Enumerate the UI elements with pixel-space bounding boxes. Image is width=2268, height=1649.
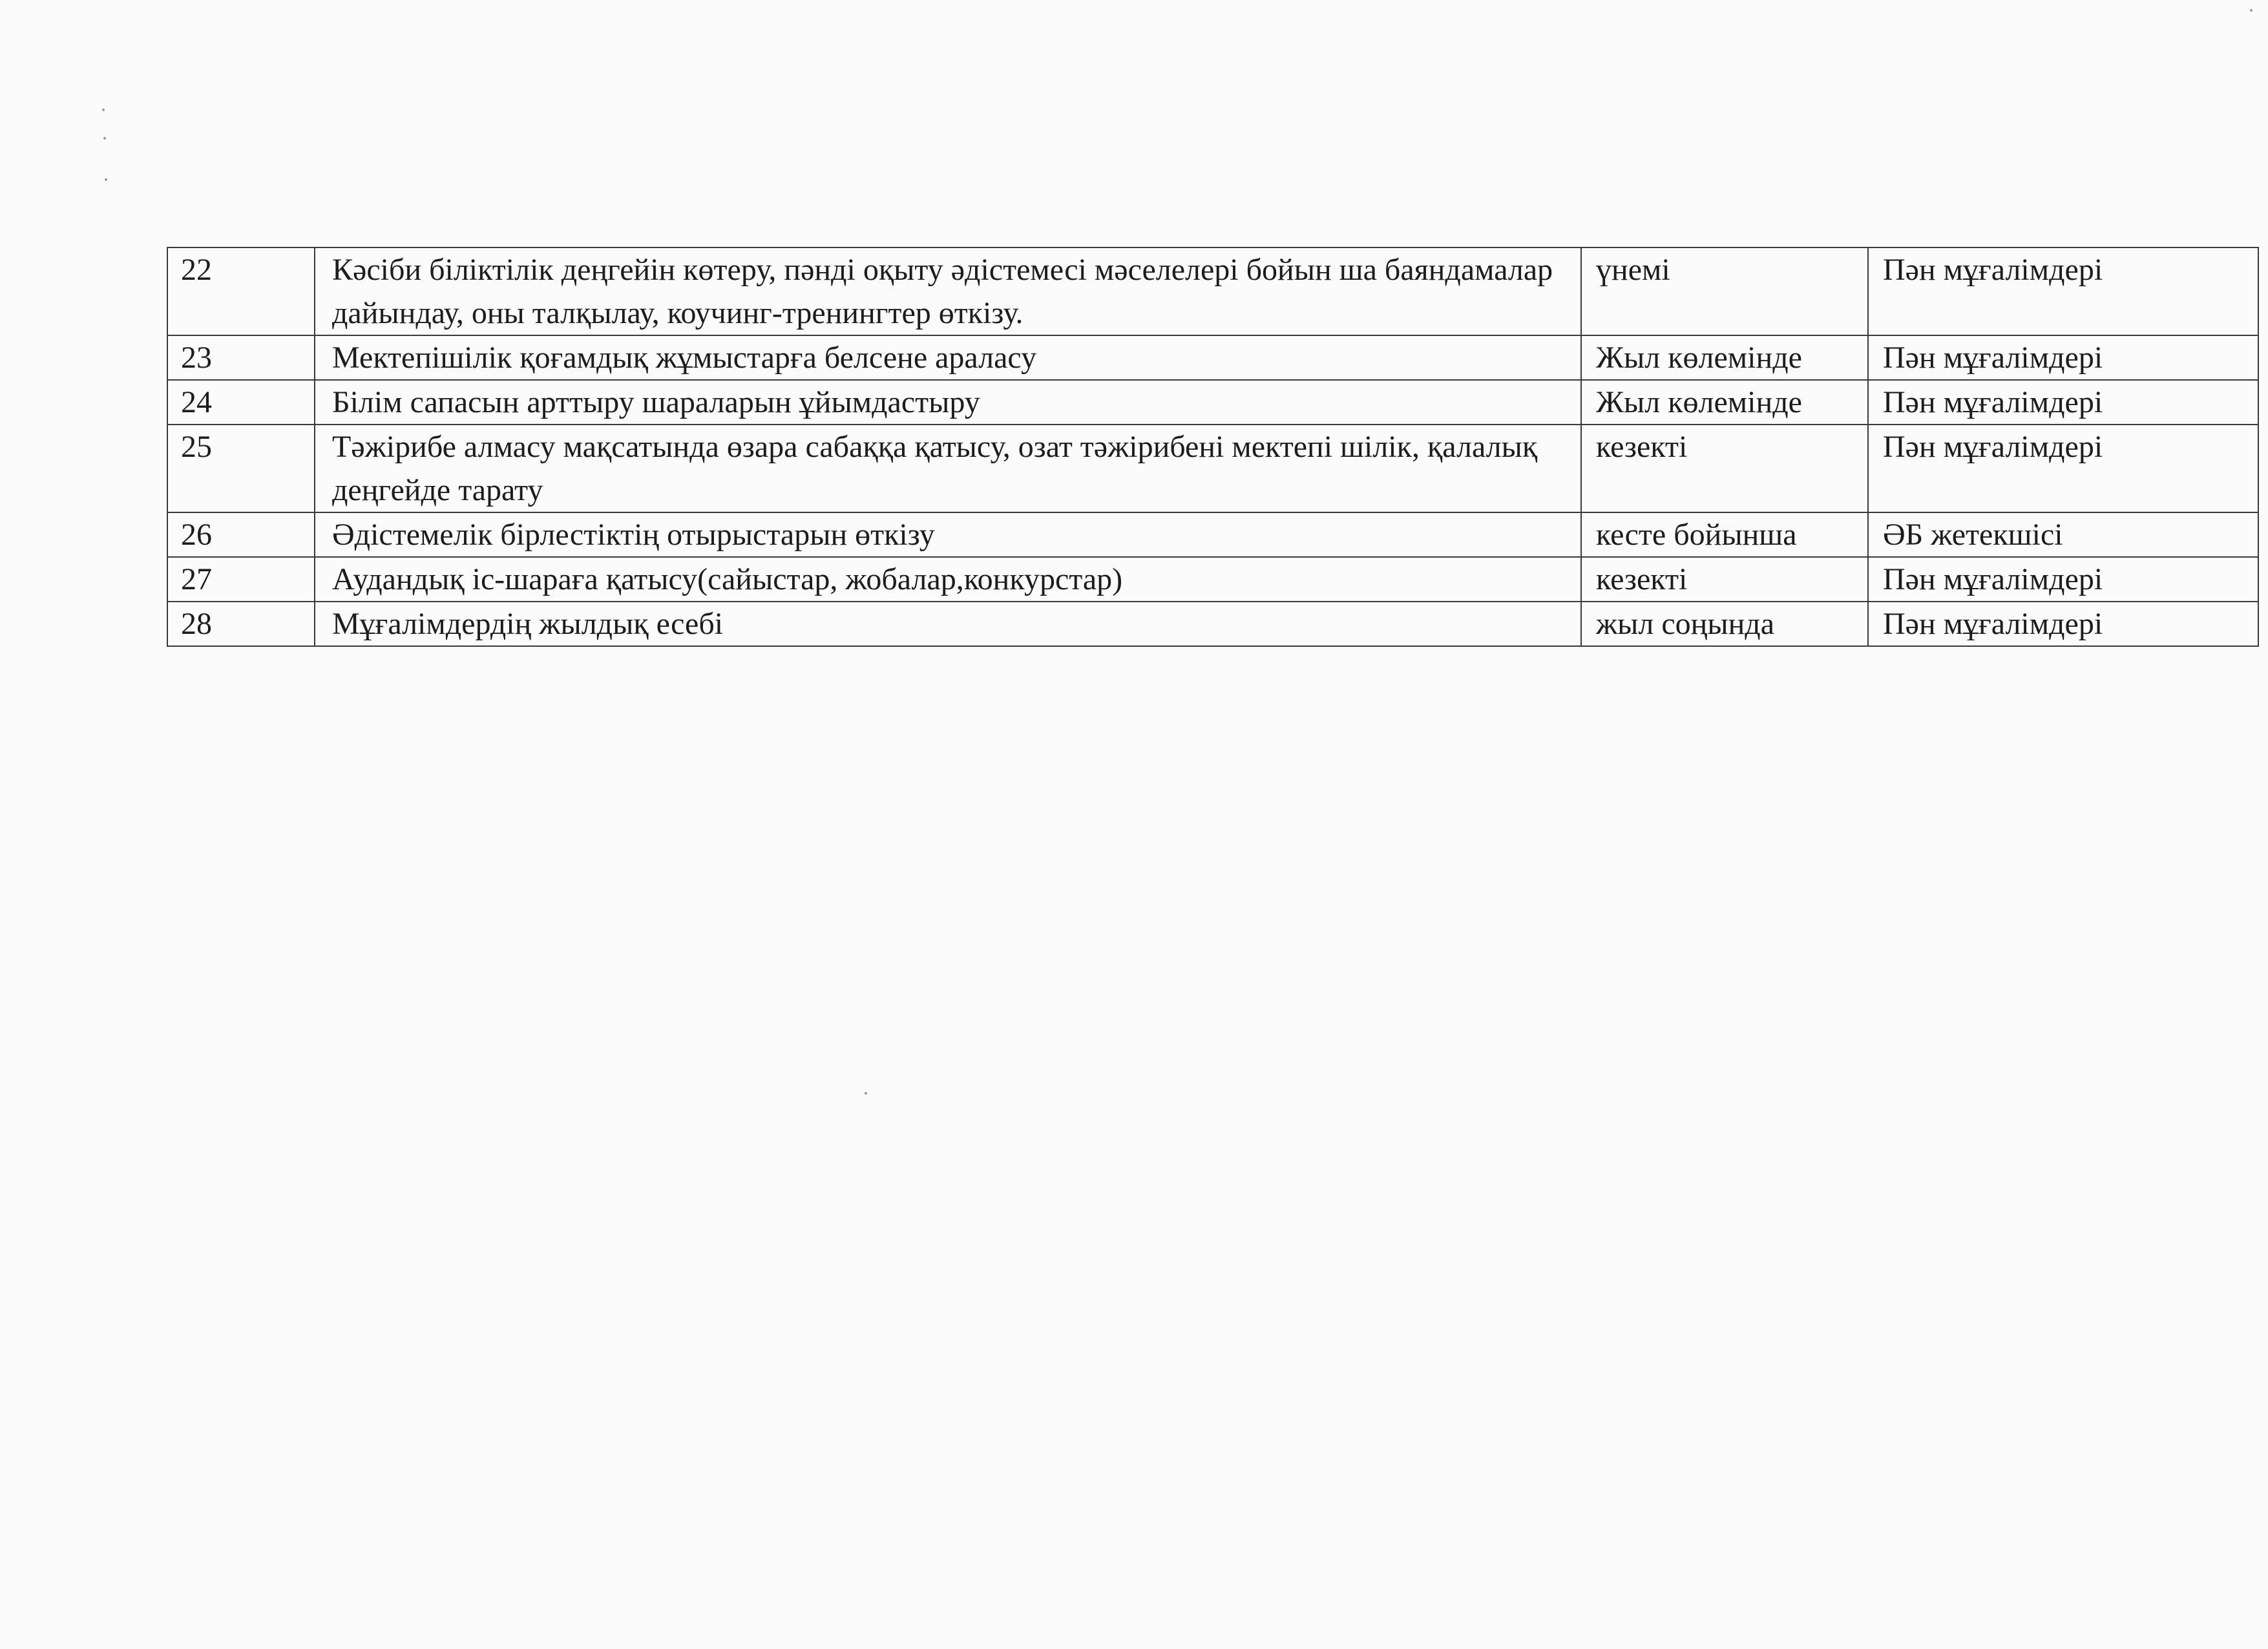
scan-speck bbox=[103, 137, 106, 140]
row-number: 27 bbox=[167, 557, 315, 602]
task-period: кезекті bbox=[1581, 425, 1868, 512]
task-responsible: Пән мұғалімдері bbox=[1868, 557, 2258, 602]
task-period: кезекті bbox=[1581, 557, 1868, 602]
task-responsible: ӘБ жетекшісі bbox=[1868, 512, 2258, 557]
scan-speck bbox=[2250, 9, 2252, 12]
table-row bbox=[167, 335, 2258, 380]
task-period: Жыл көлемінде bbox=[1581, 335, 1868, 380]
task-responsible: Пән мұғалімдері bbox=[1868, 335, 2258, 380]
task-period: кесте бойынша bbox=[1581, 512, 1868, 557]
row-number: 28 bbox=[167, 602, 315, 646]
task-description: Білім сапасын арттыру шараларын ұйымдастыру bbox=[315, 380, 1581, 425]
task-description: Кәсіби біліктілік деңгейін көтеру, пәнді оқыту әдістемесі мәселелері бойын ша баяндамалар дайындау, оны талқылау, коучинг-тренингтер өткізу. bbox=[315, 247, 1581, 335]
task-responsible: Пән мұғалімдері bbox=[1868, 247, 2258, 335]
task-description: Аудандық іс-шараға қатысу(сайыстар, жобалар,конкурстар) bbox=[315, 557, 1581, 602]
task-period: Жыл көлемінде bbox=[1581, 380, 1868, 425]
task-period: үнемі bbox=[1581, 247, 1868, 335]
row-number: 23 bbox=[167, 335, 315, 380]
scan-speck bbox=[105, 178, 107, 181]
table-row bbox=[167, 425, 2258, 512]
task-description: Тәжірибе алмасу мақсатында өзара сабаққа қатысу, озат тәжірибені мектепі шілік, қалалық деңгейде тарату bbox=[315, 425, 1581, 512]
task-responsible: Пән мұғалімдері bbox=[1868, 380, 2258, 425]
task-description: Мектепішілік қоғамдық жұмыстарға белсене араласу bbox=[315, 335, 1581, 380]
table-row bbox=[167, 380, 2258, 425]
table-row bbox=[167, 247, 2258, 335]
task-responsible: Пән мұғалімдері bbox=[1868, 425, 2258, 512]
table-row bbox=[167, 602, 2258, 646]
row-number: 22 bbox=[167, 247, 315, 335]
task-description: Әдістемелік бірлестіктің отырыстарын өткізу bbox=[315, 512, 1581, 557]
task-period: жыл соңында bbox=[1581, 602, 1868, 646]
table-row bbox=[167, 557, 2258, 602]
task-responsible: Пән мұғалімдері bbox=[1868, 602, 2258, 646]
work-plan-table bbox=[167, 247, 2259, 647]
row-number: 25 bbox=[167, 425, 315, 512]
scan-speck bbox=[102, 109, 105, 111]
table-row bbox=[167, 512, 2258, 557]
row-number: 26 bbox=[167, 512, 315, 557]
row-number: 24 bbox=[167, 380, 315, 425]
task-description: Мұғалімдердің жылдық есебі bbox=[315, 602, 1581, 646]
scan-speck bbox=[865, 1092, 867, 1095]
